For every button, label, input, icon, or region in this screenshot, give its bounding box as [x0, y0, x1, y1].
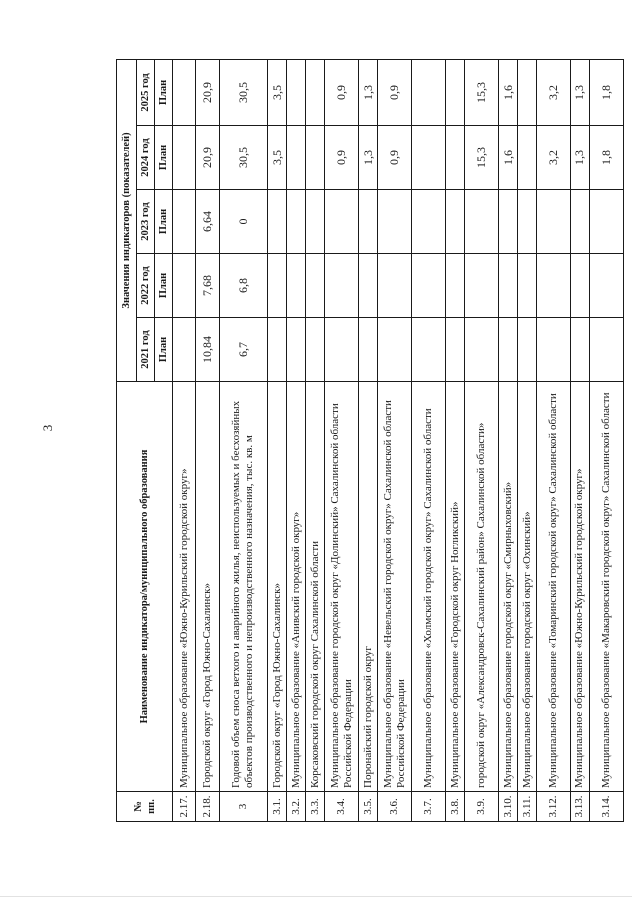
row-value [537, 190, 571, 254]
header-year: 2021 год [137, 318, 155, 382]
page-number: 3 [40, 424, 55, 432]
row-value: 3,2 [537, 126, 571, 190]
header-group: Значения индикаторов (показателей) [117, 59, 137, 381]
row-value: 6,64 [196, 190, 219, 254]
row-value [306, 126, 325, 190]
row-value [378, 318, 412, 382]
row-value [518, 59, 537, 125]
row-value: 0,9 [325, 59, 359, 125]
row-value: 10,84 [196, 318, 219, 382]
row-name: Муниципальное образование городской округ «Охинский» [518, 382, 537, 792]
row-number: 3 [219, 792, 268, 822]
row-value [498, 318, 517, 382]
row-name: Муниципальное образование «Южно-Курильский городской округ» [173, 382, 196, 792]
row-value: 3,5 [268, 126, 287, 190]
table-row [359, 59, 378, 821]
row-value [465, 318, 499, 382]
header-plan: План [155, 190, 173, 254]
row-value [465, 254, 499, 318]
header-plan: План [155, 254, 173, 318]
row-value [446, 318, 465, 382]
row-value [287, 318, 306, 382]
row-value [359, 254, 378, 318]
row-value: 1,3 [359, 59, 378, 125]
row-value [287, 126, 306, 190]
table-row [570, 59, 589, 821]
row-value [359, 318, 378, 382]
row-value: 0,9 [378, 59, 412, 125]
row-value [325, 190, 359, 254]
row-value [306, 254, 325, 318]
scan-artifact-line [0, 896, 632, 897]
row-value [268, 190, 287, 254]
table-row [465, 59, 499, 821]
row-value [446, 59, 465, 125]
row-name: Городской округ «Город Южно-Сахалинск» [268, 382, 287, 792]
row-value [412, 190, 446, 254]
row-name: Муниципальное образование «Холмский городской округ» Сахалинской области [412, 382, 446, 792]
row-name: Муниципальное образование «Невельский городской округ» Сахалинской области Российской Федерации [378, 382, 412, 792]
header-plan: План [155, 126, 173, 190]
row-number: 2.17. [173, 792, 196, 822]
indicator-table [116, 59, 624, 822]
row-value: 0,9 [378, 126, 412, 190]
row-value: 30,5 [219, 59, 268, 125]
header-year: 2023 год [137, 190, 155, 254]
row-value: 0,9 [325, 126, 359, 190]
row-value [359, 190, 378, 254]
table-row [518, 59, 537, 821]
row-value: 3,5 [268, 59, 287, 125]
row-value [590, 190, 624, 254]
row-value [287, 190, 306, 254]
table-row [590, 59, 624, 821]
table-row [219, 59, 268, 821]
row-value [446, 254, 465, 318]
row-name: городской округ «Александровск-Сахалинский район» Сахалинской области» [465, 382, 499, 792]
row-value: 1,3 [570, 59, 589, 125]
row-number: 3.14. [590, 792, 624, 822]
row-value: 20,9 [196, 126, 219, 190]
row-value: 1,8 [590, 126, 624, 190]
row-value [378, 190, 412, 254]
header-year: 2022 год [137, 254, 155, 318]
row-number: 3.1. [268, 792, 287, 822]
row-value [537, 254, 571, 318]
row-number: 3.4. [325, 792, 359, 822]
row-value [590, 318, 624, 382]
row-number: 3.9. [465, 792, 499, 822]
row-name: Муниципальное образование «Томаринский городской округ» Сахалинской области [537, 382, 571, 792]
table-row [412, 59, 446, 821]
table-row [287, 59, 306, 821]
row-value [590, 254, 624, 318]
row-value: 7,68 [196, 254, 219, 318]
table-row [268, 59, 287, 821]
row-number: 3.10. [498, 792, 517, 822]
row-value [412, 126, 446, 190]
row-value [570, 190, 589, 254]
row-value [518, 190, 537, 254]
row-value: 30,5 [219, 126, 268, 190]
row-name: Муниципальное образование «Южно-Курильский городской округ» [570, 382, 589, 792]
row-value [498, 190, 517, 254]
row-value: 0 [219, 190, 268, 254]
row-value [325, 318, 359, 382]
row-number: 3.7. [412, 792, 446, 822]
row-value: 1,3 [359, 126, 378, 190]
row-name: Муниципальное образование «Макаровский городской округ» Сахалинской области [590, 382, 624, 792]
row-value: 1,8 [590, 59, 624, 125]
table-row [325, 59, 359, 821]
row-value [446, 126, 465, 190]
header-plan: План [155, 59, 173, 125]
row-name: Годовой объем сноса ветхого и аварийного жилья, неиспользуемых и бесхозяйных объектов производственного и непроизводственного назначения, тыс. кв. м [219, 382, 268, 792]
table-body [173, 59, 624, 821]
row-value: 1,6 [498, 126, 517, 190]
row-number: 3.11. [518, 792, 537, 822]
row-value: 1,3 [570, 126, 589, 190]
table-row [306, 59, 325, 821]
row-value [518, 318, 537, 382]
row-value [412, 254, 446, 318]
row-value [518, 126, 537, 190]
table-row [498, 59, 517, 821]
row-value [378, 254, 412, 318]
row-number: 3.12. [537, 792, 571, 822]
row-name: Муниципальное образование «Анивский городской округ» [287, 382, 306, 792]
row-number: 3.13. [570, 792, 589, 822]
row-value: 6,8 [219, 254, 268, 318]
row-number: 3.3. [306, 792, 325, 822]
row-value [570, 254, 589, 318]
table-row [173, 59, 196, 821]
header-plan: План [155, 318, 173, 382]
row-value: 3,2 [537, 59, 571, 125]
row-value [287, 59, 306, 125]
row-number: 3.2. [287, 792, 306, 822]
row-value [306, 190, 325, 254]
row-value: 6,7 [219, 318, 268, 382]
row-name: Муниципальное образование городской округ «Долинский» Сахалинской области Российской Федерации [325, 382, 359, 792]
row-name: Муниципальное образование «Городской округ Ногликский» [446, 382, 465, 792]
row-value [498, 254, 517, 318]
table-row [446, 59, 465, 821]
table-row [196, 59, 219, 821]
row-name: Поронайский городской округ [359, 382, 378, 792]
row-value: 15,3 [465, 59, 499, 125]
row-number: 3.6. [378, 792, 412, 822]
header-num: № пп. [117, 792, 173, 822]
row-value [306, 59, 325, 125]
table-row [537, 59, 571, 821]
header-year: 2025 год [137, 59, 155, 125]
row-number: 3.8. [446, 792, 465, 822]
row-name: Муниципальное образование городской округ «Смирныховский» [498, 382, 517, 792]
row-name: Городской округ «Город Южно-Сахалинск» [196, 382, 219, 792]
row-value [518, 254, 537, 318]
row-value [268, 318, 287, 382]
row-number: 2.18. [196, 792, 219, 822]
row-value [412, 318, 446, 382]
row-value [325, 254, 359, 318]
header-year: 2024 год [137, 126, 155, 190]
row-value [173, 254, 196, 318]
row-name: Корсаковский городской округ Сахалинской области [306, 382, 325, 792]
row-value [173, 59, 196, 125]
row-value [268, 254, 287, 318]
row-value: 15,3 [465, 126, 499, 190]
header-name: Наименование индикатора/муниципального образования [117, 382, 173, 792]
row-value [173, 126, 196, 190]
row-value [446, 190, 465, 254]
row-value [306, 318, 325, 382]
rotated-table-wrapper [116, 60, 624, 822]
row-value [537, 318, 571, 382]
row-value: 20,9 [196, 59, 219, 125]
row-value: 1,6 [498, 59, 517, 125]
row-value [412, 59, 446, 125]
row-number: 3.5. [359, 792, 378, 822]
row-value [173, 190, 196, 254]
row-value [465, 190, 499, 254]
row-value [173, 318, 196, 382]
table-row [378, 59, 412, 821]
row-value [570, 318, 589, 382]
row-value [287, 254, 306, 318]
